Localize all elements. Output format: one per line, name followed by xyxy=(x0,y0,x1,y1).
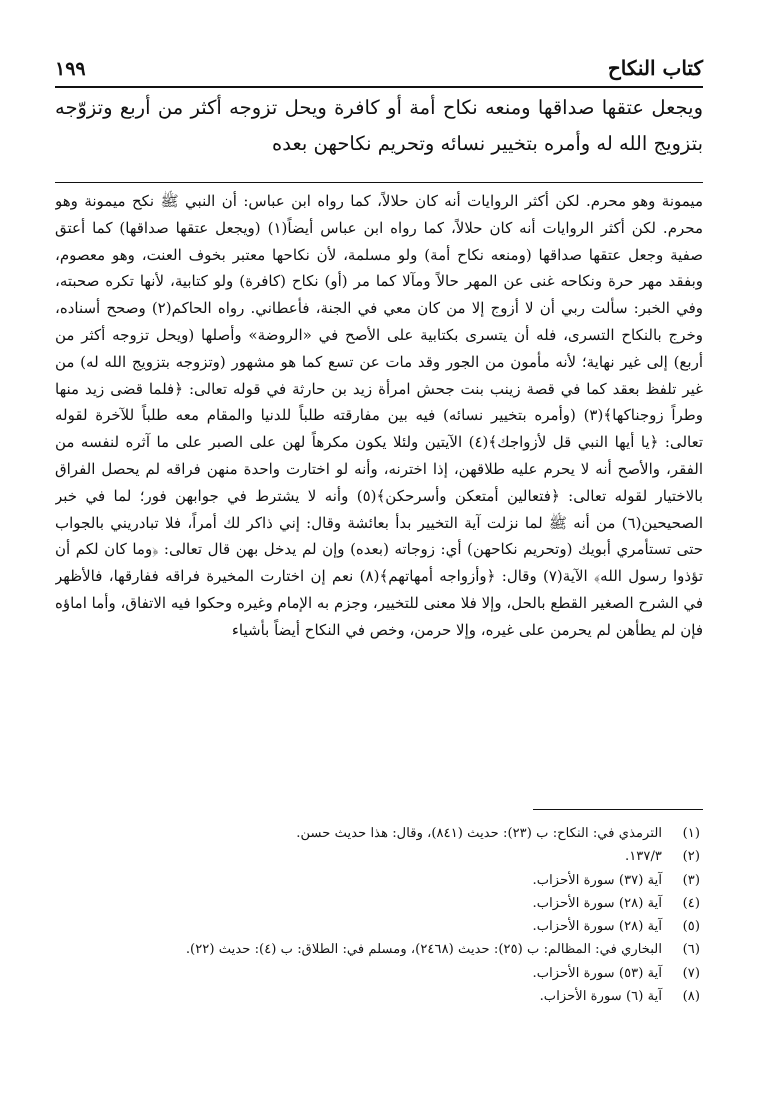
page-number: ١٩٩ xyxy=(55,58,86,80)
footnote-text: آية (٥٣) سورة الأحزاب. xyxy=(532,965,662,981)
footnote-text: ١٣٧/٣. xyxy=(625,849,662,865)
footnote xyxy=(55,845,700,868)
footnote xyxy=(55,869,700,892)
footnote xyxy=(55,938,700,961)
footnote xyxy=(55,915,700,938)
footnote-text: آية (٦) سورة الأحزاب. xyxy=(539,989,662,1005)
footnote-number: (٢) xyxy=(682,849,700,865)
footnote xyxy=(55,962,700,985)
page-header xyxy=(55,40,703,88)
main-text-divider xyxy=(55,182,703,183)
footnotes xyxy=(55,822,700,1008)
footnote-number: (٦) xyxy=(682,942,700,958)
footnote xyxy=(55,822,700,845)
footnote-text: آية (٢٨) سورة الأحزاب. xyxy=(532,895,662,911)
footnote-text: آية (٣٧) سورة الأحزاب. xyxy=(532,872,662,888)
main-text: ويجعل عتقها صداقها ومنعه نكاح أمة أو كافرة ويحل تزوجه أكثر من أربع وتزوّجه بتزويج الله له وأمره بتخيير نسائه وتحريم نكاحهن بعده xyxy=(55,96,703,155)
footnote-number: (٤) xyxy=(682,895,700,911)
footnote-number: (٥) xyxy=(682,919,700,935)
footnote-number: (١) xyxy=(682,826,700,841)
footnote xyxy=(55,985,700,1008)
footnote-text: آية (٢٨) سورة الأحزاب. xyxy=(532,919,662,935)
commentary-text xyxy=(55,188,703,798)
footnote-text: الترمذي في: النكاح: ب (٢٣): حديث (٨٤١)، وقال: هذا حديث حسن. xyxy=(296,826,662,841)
commentary-paragraph: ميمونة وهو محرم. لكن أكثر الروايات أنه كان حلالاً، كما رواه ابن عباس: أن النبي ﷺ نكح ميمونة وهو محرم. لكن أكثر الروايات أنه كان حلالاً، كما رواه ابن عباس أيضاً(١) (ويجعل عتقها صداقها) كما أعتق صفية وجعل عتقها صداقها (ومنعه نكاح أمة) ولو مسلمة، لأن نكاحها معتبر بخوف العنت، وهو معصوم، وبفقد مهر حرة ونكاحه غنى عن المهر حالاً ومآلا كما مر (أو) نكاح (كافرة) ولو كتابية، لأنها تكره صحبته، وفي الخبر: سألت ربي أن لا أزوج إلا من كان معي في الجنة، فأعطاني. رواه الحاكم(٢) وصحح أسناده، وخرج بالنكاح التسرى، فله أن يتسرى بكتابية على الأصح في «الروضة» وأصلها (ويحل تزوجه أكثر من أربع) إلى غير نهاية؛ لأنه مأمون من الجور وقد مات عن تسع كما هو مشهور (وتزوجه بتزويج الله له) من غير تلفظ بعقد كما في قصة زينب بنت جحش امرأة زيد بن حارثة في قوله تعالى: ﴿فلما قضى زيد منها وطراً زوجناكها﴾(٣) (وأمره بتخيير نسائه) فيه بين مفارقته طلباً للدنيا والمقام معه طلباً للآخرة لقوله تعالى: ﴿يا أيها النبي قل لأزواجك﴾(٤) الآيتين ولئلا يكون مكرهاً لهن على الصبر على ما آثره لنفسه من الفقر، والأصح أنه لا يحرم عليه طلاقهن، إذا اخترنه، وأنه لو اختارت واحدة منهن فراقه لم يحصل الفراق بالاختيار لقوله تعالى: ﴿فتعالين أمتعكن وأسرحكن﴾(٥) وأنه لا يشترط في جوابهن فور؛ لما في خبر الصحيحين(٦) من أنه ﷺ لما نزلت آية التخيير بدأ بعائشة وقال: إني ذاكر لك أمراً، فلا تبادريني بالجواب حتى تستأمري أبويك (وتحريم نكاحهن) أي: زوجاته (بعده) وإن لم يدخل بهن قال تعالى: ﴿وما كان لكم أن تؤذوا رسول الله﴾ الآية(٧) وقال: ﴿وأزواجه أمهاتهم﴾(٨) نعم إن اختارت المخيرة فراقه ففارقها، فالأظهر في الشرح الصغير القطع بالحل، وإلا فلا معنى للتخيير، وجزم به الإمام وغيره وحكوا فيه الاتفاق، وأما اماؤه فإن لم يطأهن لم يحرمن على غيره، وإلا حرمن، وخص في النكاح أيضاً بأشياء xyxy=(55,192,703,639)
footnote-number: (٧) xyxy=(682,965,700,981)
footnote xyxy=(55,892,700,915)
footnote-number: (٣) xyxy=(682,872,700,888)
chapter-title: كتاب النكاح xyxy=(607,56,703,80)
footnote-number: (٨) xyxy=(682,989,700,1005)
footnote-text: البخاري في: المظالم: ب (٢٥): حديث (٢٤٦٨)، ومسلم في: الطلاق: ب (٤): حديث (٢٢). xyxy=(185,942,662,958)
footnote-divider xyxy=(533,809,703,810)
